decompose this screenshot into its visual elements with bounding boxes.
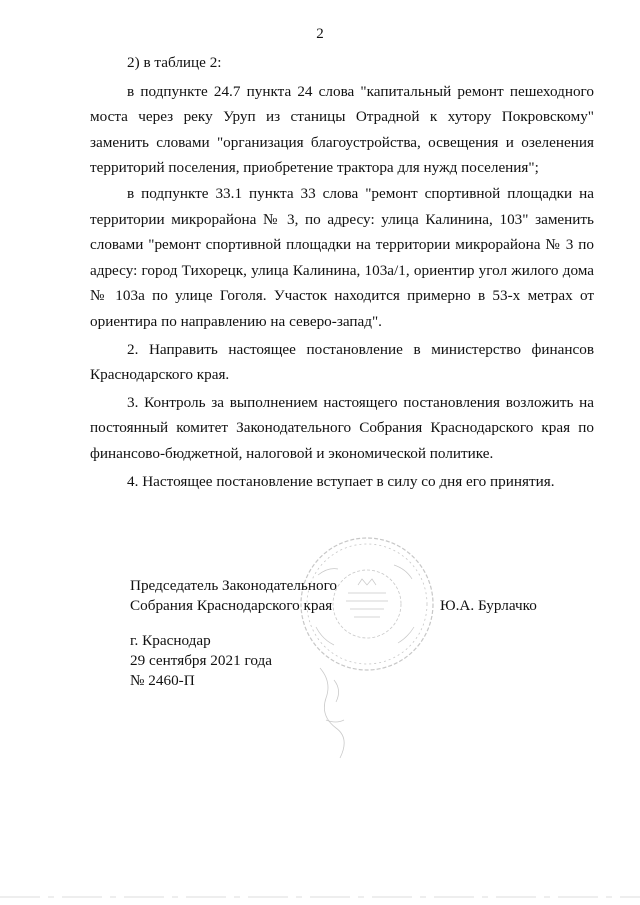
signatory-title-line1: Председатель Законодательного — [130, 577, 338, 594]
document-number: № 2460-П — [130, 672, 195, 689]
scan-edge-marks — [0, 893, 640, 901]
handwritten-signature — [300, 660, 380, 770]
paragraph-item-3: 3. Контроль за выполнением настоящего постановления возложить на постоянный комитет Законодательного Собрания Краснодарского края по финансово-бюджетной, налоговой и экономической политике. — [90, 393, 594, 462]
page-number: 2 — [316, 26, 324, 42]
paragraph-item-2: 2. Направить настоящее постановление в министерство финансов Краснодарского края. — [90, 340, 594, 384]
signatory-name: Ю.А. Бурлачко — [440, 597, 537, 614]
document-body — [90, 50, 594, 494]
place-date-block — [130, 631, 272, 691]
document-city: г. Краснодар — [130, 632, 211, 649]
paragraph-table-2-heading: 2) в таблице 2: — [127, 54, 222, 71]
signatory-title-line2: Собрания Краснодарского края — [130, 597, 333, 614]
paragraph-subitem-33-1: в подпункте 33.1 пункта 33 слова "ремонт спортивной площадки на территории микрорайона № 3, по адресу: улица Калинина, 103" заменить словами "ремонт спортивной площадки на территории микрорайона № 3 по адресу: город Тихорецк, улица Калинина, 103а/1, ориентир угол жилого дома № 103а по улице Гоголя. Участок находится примерно в 53-х метрах от ориентира по направлению на северо-запад". — [90, 184, 594, 330]
paragraph-subitem-24-7: в подпункте 24.7 пункта 24 слова "капитальный ремонт пешеходного моста через реку Уруп из станицы Отрадной к хутору Покровскому" заменить словами "организация благоустройства, освещения и озеленения территорий поселения, приобретение трактора для нужд поселения"; — [90, 82, 594, 177]
document-date: 29 сентября 2021 года — [130, 652, 272, 669]
paragraph-item-4: 4. Настоящее постановление вступает в силу со дня его принятия. — [127, 472, 555, 490]
